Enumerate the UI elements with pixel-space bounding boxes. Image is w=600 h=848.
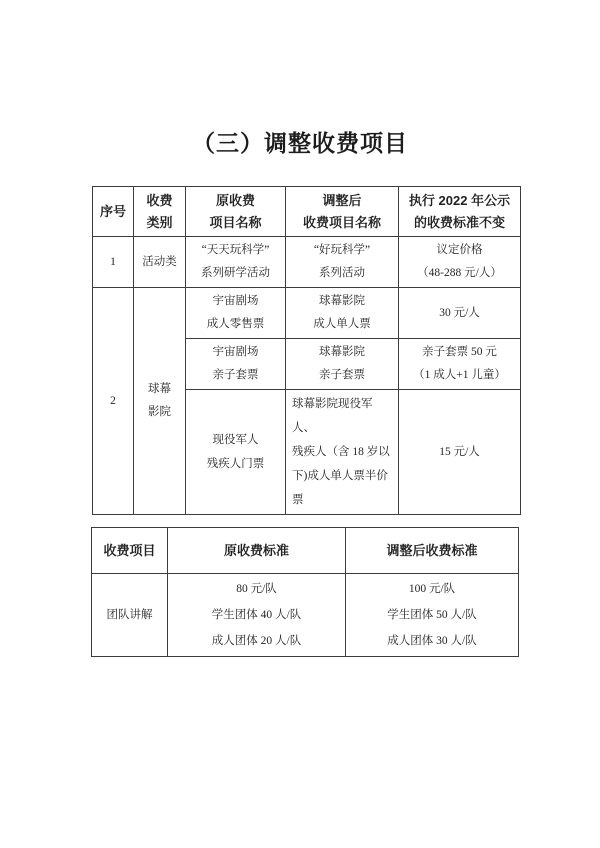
cell-text-line: 议定价格: [436, 244, 483, 256]
cell-original-standard: [168, 574, 346, 657]
cell-text-line: 球幕影院现役军人、: [292, 398, 373, 434]
cell-text-line: 调整后: [322, 192, 362, 208]
cell-text-line: 团队讲解: [106, 609, 153, 621]
cell-adjusted-name: [286, 339, 399, 390]
cell-text-line: 球幕: [148, 383, 171, 395]
cell-text-line: 15 元/人: [439, 446, 480, 458]
cell-text-line: 成人零售票: [206, 318, 265, 330]
cell-text-line: 项目名称: [209, 214, 262, 230]
cell-text-line: 系列活动: [319, 267, 365, 279]
cell-text-line: 收费项目: [103, 542, 156, 558]
cell-text-line: 类别: [146, 214, 173, 230]
cell-fee-item: [92, 574, 168, 657]
cell-adjusted-name: [286, 390, 399, 515]
cell-text-line: 亲子套票 50 元: [422, 346, 497, 358]
fee-adjustment-table: [92, 186, 521, 515]
cell-text-line: 亲子套票: [319, 369, 365, 381]
cell-text-line: “好玩科学”: [313, 244, 371, 256]
header-fee-category: [134, 187, 186, 237]
cell-text-line: 收费项目名称: [302, 214, 381, 230]
cell-fee-standard: [399, 390, 521, 515]
cell-text-line: 球幕影院: [319, 295, 365, 307]
cell-text-line: 影院: [148, 406, 171, 418]
cell-text-line: （1 成人+1 儿童）: [413, 369, 506, 381]
cell-seq-1: 1: [93, 237, 134, 288]
page-title: （三）调整收费项目: [192, 131, 408, 156]
header-seq: [93, 187, 134, 237]
fee-table-header-row: [93, 187, 521, 237]
cell-text-line: 票: [292, 494, 304, 506]
cell-seq-2: 2: [93, 288, 134, 515]
cell-text-line: 学生团体 40 人/队: [211, 609, 302, 621]
cell-fee-standard: [399, 339, 521, 390]
cell-adjusted-name: [286, 288, 399, 339]
cell-text-line: 球幕影院: [319, 346, 365, 358]
cell-text-line: 30 元/人: [439, 306, 480, 319]
team-guide-fee-table: [91, 527, 519, 657]
cell-original-name: [186, 288, 286, 339]
cell-text-line: 的收费标准不变: [413, 214, 505, 230]
cell-category-activity: [134, 237, 186, 288]
cell-text-line: 调整后收费标准: [386, 542, 478, 558]
table-row: [93, 237, 521, 288]
cell-text-line: 现役军人: [212, 434, 259, 446]
cell-adjusted-standard: [346, 574, 519, 657]
cell-text-line: 成人单人票: [313, 318, 371, 330]
cell-text-line: 宇宙剧场: [212, 346, 259, 358]
cell-text-line: 执行 2022 年公示: [408, 192, 511, 208]
cell-text-line: 100 元/队: [408, 583, 456, 595]
cell-text-line: 宇宙剧场: [212, 295, 259, 307]
header-original-item-name: [186, 187, 286, 237]
header-adjusted-standard: [346, 528, 519, 574]
table-row: [92, 574, 519, 657]
cell-text-line: 下)成人单人票半价: [292, 470, 388, 482]
cell-text-line: “天天玩科学”: [201, 244, 270, 256]
header-fee-item: [92, 528, 168, 574]
cell-original-name: [186, 339, 286, 390]
table-row: [93, 288, 521, 339]
cell-adjusted-name: [286, 237, 399, 288]
cell-text-line: 学生团体 50 人/队: [387, 609, 477, 621]
cell-text-line: 系列研学活动: [201, 267, 270, 279]
cell-original-name: [186, 390, 286, 515]
cell-fee-standard: [399, 237, 521, 288]
cell-text-line: （48-288 元/人）: [417, 267, 502, 279]
cell-text-line: 80 元/队: [236, 583, 277, 595]
guide-table-header-row: [92, 528, 519, 574]
cell-text-line: 残疾人（含 18 岁以: [292, 446, 390, 458]
cell-text-line: 成人团体 30 人/队: [387, 635, 477, 647]
cell-text-line: 亲子套票: [212, 369, 259, 381]
cell-fee-standard: [399, 288, 521, 339]
cell-text-line: 收费: [146, 192, 173, 208]
cell-text-line: 成人团体 20 人/队: [211, 635, 302, 647]
cell-text-line: 原收费: [215, 192, 255, 208]
cell-text-line: 原收费标准: [223, 542, 289, 558]
header-standard-unchanged: [399, 187, 521, 237]
header-adjusted-item-name: [286, 187, 399, 237]
cell-category-dome-theater: [134, 288, 186, 515]
cell-text-line: 残疾人门票: [206, 458, 265, 470]
header-original-standard: [168, 528, 346, 574]
cell-text-line: 序号: [99, 203, 126, 219]
cell-text-line: 活动类: [142, 255, 177, 268]
cell-original-name: [186, 237, 286, 288]
